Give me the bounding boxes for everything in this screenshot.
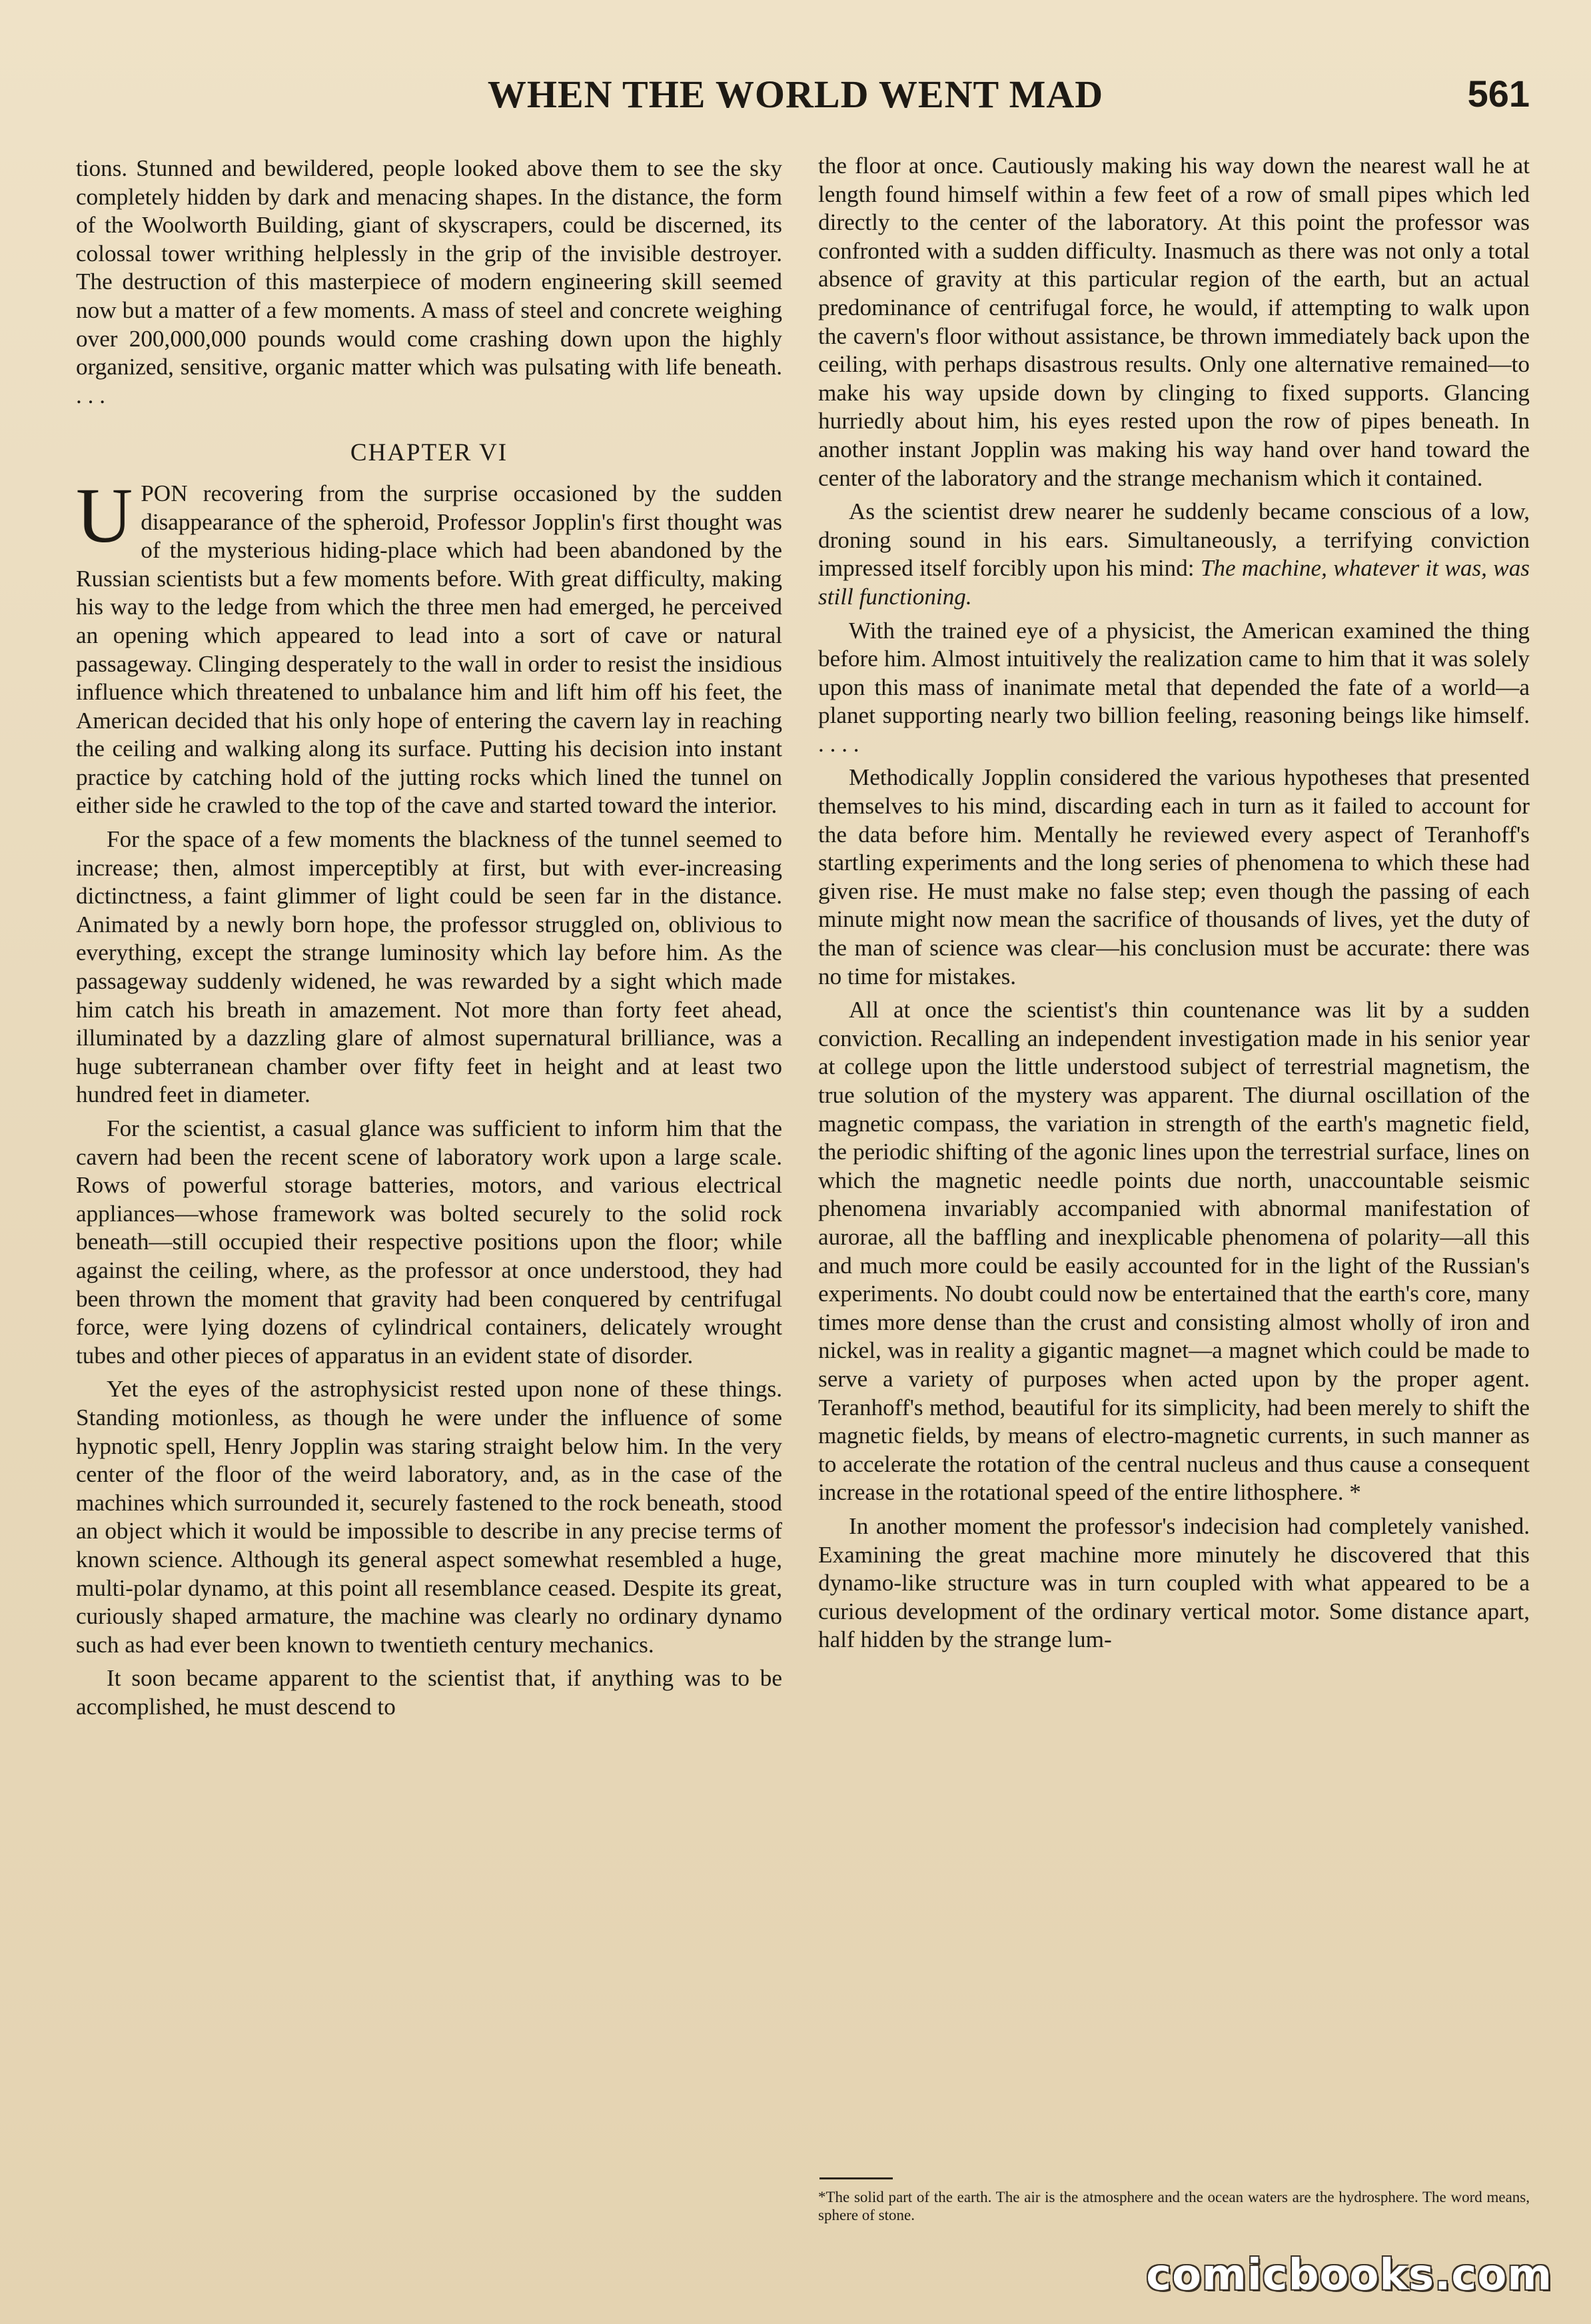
paragraph-text: PON recovering from the surprise occasioned by the sudden disappearance of the spheroid, Professor Jopplin's first thought was of the mysterious hiding-place which had been abandoned by the Russian scientists but a few moments before. With great difficulty, making his way to the ledge from which the three men had emerged, he perceived an opening which appeared to lead into a sort of cave or natural passageway. Clinging desperately to the wall in order to resist the insidious influence which threatened to unbalance him and lift him off his feet, the American decided that his only hope of entering the cavern lay in reaching the ceiling and walking along its surface. Putting his decision into instant practice by catching hold of the jutting rocks which lined the tunnel on either side he crawled to the top of the cave and started toward the interior. — [76, 480, 782, 819]
paragraph-text: As the scientist drew nearer he suddenly became conscious of a low, droning sound in his ears. Simultaneously, a terrifying conviction impressed itself forcibly upon his mind: — [818, 498, 1530, 582]
paragraph: For the space of a few moments the blackness of the tunnel seemed to increase; then, almost imperceptibly at first, but with ever-increasing dictinctness, a faint glimmer of light could be seen far in the distance. Animated by a newly born hope, the professor struggled on, oblivious to everything, except the strange luminosity which lay before him. As the passageway suddenly widened, he was rewarded by a sight which made him catch his breath in amazement. Not more than forty feet ahead, illuminated by a dazzling glare of almost supernatural brilliance, was a huge subterranean chamber over fifty feet in height and at least two hundred feet in diameter. — [76, 826, 782, 1108]
page-header — [0, 72, 1591, 132]
watermark: comicbooks.com — [1146, 2251, 1552, 2300]
running-title: WHEN THE WORLD WENT MAD — [487, 73, 1104, 116]
paragraph: the floor at once. Cautiously making his way down the nearest wall he at length found himself within a few feet of a row of small pipes which led directly to the center of the laboratory. At this point the professor was confronted with a sudden difficulty. Inasmuch as there was not only a total absence of gravity at this particular region of the earth, but an actual predominance of centrifugal force, he would, if attempting to walk upon the cavern's floor without assistance, be thrown immediately back upon the ceiling, with perhaps disastrous results. Only one alternative remained—to make his way upside down by clinging to fixed supports. Glancing hurriedly about him, his eyes rested upon the row of pipes beneath. In another instant Jopplin was making his way hand over hand toward the center of the laboratory and the strange mechanism which it contained. — [818, 153, 1530, 491]
paragraph-dropcap — [76, 471, 782, 820]
paragraph: It soon became apparent to the scientist that, if anything was to be accomplished, he must descend to — [76, 1665, 782, 1720]
paragraph: With the trained eye of a physicist, the American examined the thing before him. Almost intuitively the realization came to him that it was solely upon this mass of inanimate metal that depended the fate of a world—a planet supporting nearly two billion feeling, reasoning beings like himself. . . . . — [818, 617, 1530, 757]
paragraph: Methodically Jopplin considered the various hypotheses that presented themselves to his mind, discarding each in turn as it failed to account for the data before him. Mentally he reviewed every aspect of Teranhoff's startling experiments and the long series of phenomena to which these had given rise. He must make no false step; even though the passing of each minute might now mean the sacrifice of thousands of lives, yet the duty of the man of science was clear—his conclusion must be accurate: there was no time for mistakes. — [818, 764, 1530, 989]
paragraph — [818, 498, 1530, 611]
drop-cap: U — [76, 471, 133, 559]
paragraph: Yet the eyes of the astrophysicist rested upon none of these things. Standing motionless, as though he were under the influence of some hypnotic spell, Henry Jopplin was staring straight below him. In the very center of the floor of the weird laboratory, and, as in the case of the machines which surrounded it, securely fastened to the rock beneath, stood an object which it would be impossible to describe in any precise terms of known science. Although its general aspect somewhat resembled a huge, multi-polar dynamo, at this point all resemblance ceased. Despite its great, curiously shaped armature, the machine was clearly no ordinary dynamo such as had ever been known to twentieth century mechanics. — [76, 1376, 782, 1658]
paragraph: For the scientist, a casual glance was sufficient to inform him that the cavern had been the recent scene of laboratory work upon a large scale. Rows of powerful storage batteries, motors, and various electrical appliances—whose framework was bolted securely to the solid rock beneath—still occupied their respective positions upon the floor; while against the ceiling, where, as the professor at once understood, they had been thrown the moment that gravity had been conquered by centrifugal force, were lying dozens of cylindrical containers, delicately wrought tubes and other pieces of apparatus in an evident state of disorder. — [76, 1115, 782, 1369]
page-number: 561 — [1467, 73, 1530, 115]
paragraph: tions. Stunned and bewildered, people looked above them to see the sky completely hidden by dark and menacing shapes. In the distance, the form of the Woolworth Building, giant of skyscrapers, could be discerned, its colossal tower writhing helplessly in the grip of the invisible destroyer. The destruction of this masterpiece of modern engineering skill seemed now but a matter of a few moments. A mass of steel and concrete weighing over 200,000,000 pounds would come crashing down upon the highly organized, sensitive, organic matter which was pulsating with life beneath. . . . — [76, 155, 782, 408]
paragraph: All at once the scientist's thin countenance was lit by a sudden conviction. Recalling an independent investigation made in his senior year at college upon the little understood subject of terrestrial magnetism, the true solution of the mystery was apparent. The diurnal oscillation of the magnetic compass, the variation in strength of the earth's magnetic field, the periodic shifting of the agonic lines upon the terrestrial surface, lines on which the magnetic needle points due north, unaccountable seismic phenomena invariably accompanied with abnormal manifestation of aurorae, all the baffling and inexplicable phenomena of polarity—all this and much more could be easily accounted for in the light of the Russian's experiments. No doubt could now be entertained that the earth's core, many times more dense than the crust and consisting almost wholly of iron and nickel, was in reality a gigantic magnet—a magnet which could be made to serve a variety of purposes when acted upon by the proper agent. Teranhoff's method, beautiful for its simplicity, had been merely to shift the magnetic fields, by means of electro-magnetic currents, in such manner as to accelerate the rotation of the central nucleus and thus cause a consequent increase in the rotational speed of the entire lithosphere. * — [818, 997, 1530, 1506]
chapter-heading: CHAPTER VI — [350, 439, 508, 467]
left-column — [76, 155, 782, 1721]
footnote-rule — [819, 2177, 893, 2179]
italic-emphasis: The machine, whatever it was, was still functioning. — [818, 555, 1530, 610]
footnote: *The solid part of the earth. The air is the atmosphere and the ocean waters are the hydrosphere. The word means, sphere of stone. — [818, 2189, 1530, 2223]
right-column — [818, 152, 1530, 1654]
paragraph: In another moment the professor's indecision had completely vanished. Examining the great machine more minutely he discovered that this dynamo-like structure was in turn coupled with what appeared to be a curious development of the ordinary vertical motor. Some distance apart, half hidden by the strange lum- — [818, 1512, 1530, 1653]
